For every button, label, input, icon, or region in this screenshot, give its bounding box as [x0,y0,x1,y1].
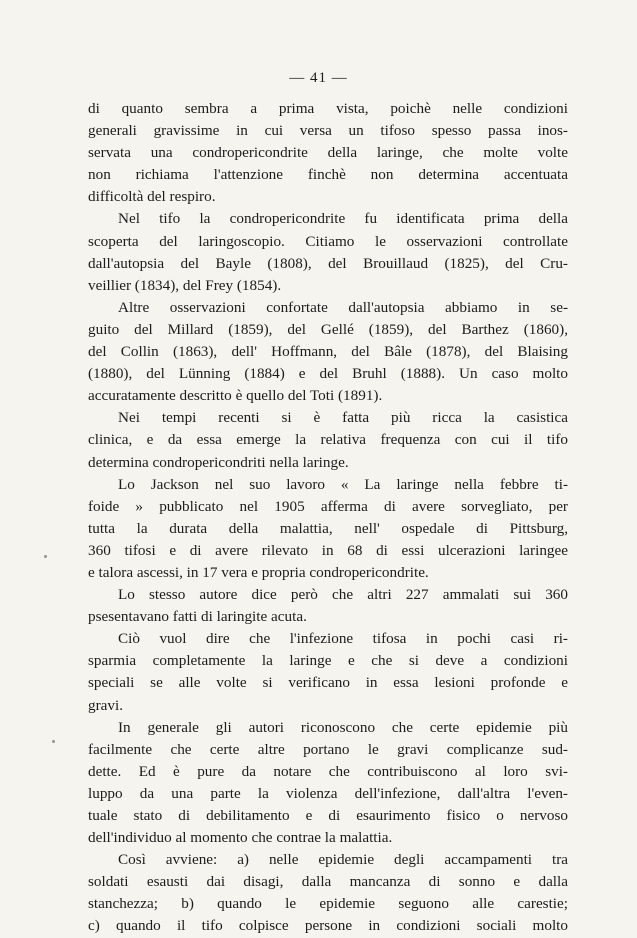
text-line: tuale stato di debilitamento e di esaurimento fisico o nervoso [88,807,568,824]
text-line: clinica, e da essa emerge la relativa frequenza con cui il tifo [88,431,568,449]
text-line: veillier (1834), del Frey (1854). [88,276,282,294]
text-line: foide » pubblicato nel 1905 afferma di avere sorvegliato, per [88,497,568,515]
paragraph [88,474,568,584]
text-line: Ciò vuol dire che l'infezione tifosa in pochi casi ri- [118,630,568,648]
text-line: di quanto sembra a prima vista, poichè nelle condizioni [88,100,568,117]
paper-speck [44,555,47,558]
text-line: accuratamente descritto è quello del Toti (1891). [88,387,383,405]
text-line: Nei tempi recenti si è fatta più ricca la casistica [118,409,568,427]
text-line: Lo stesso autore dice però che altri 227 ammalati sui 360 [118,586,568,604]
text-line: gravi. [88,696,124,714]
paragraph [88,98,568,208]
text-line: Così avviene: a) nelle epidemie degli accampamenti tra [118,851,568,869]
paragraph [88,208,568,296]
paragraph [88,628,568,716]
text-line: difficoltà del respiro. [88,188,216,206]
text-line: tutta la durata della malattia, nell' ospedale di Pittsburg, [88,519,568,537]
text-line: sparmia completamente la laringe e che si deve a condizioni [88,652,568,670]
text-line: Nel tifo la condropericondrite fu identificata prima della [118,210,568,228]
text-line: In generale gli autori riconoscono che certe epidemie più [118,718,568,736]
text-line: 360 tifosi e di avere rilevato in 68 di essi ulcerazioni laringee [88,541,568,559]
text-line: c) quando il tifo colpisce persone in condizioni sociali molto [88,917,568,935]
paragraph [88,584,568,628]
text-line: dell'individuo al momento che contrae la malattia. [88,829,393,847]
text-line: (1880), del Lünning (1884) e del Bruhl (1888). Un caso molto [88,365,568,383]
page-number: — 41 — [289,70,348,86]
text-line: luppo da una parte la violenza dell'infezione, dall'altra l'even- [88,784,568,802]
text-line: servata una condropericondrite della laringe, che molte volte [88,144,568,162]
paper-speck [52,740,55,743]
paragraph [88,297,568,407]
body-text [88,98,568,938]
text-line: guito del Millard (1859), del Gellé (1859), del Barthez (1860), [88,320,568,338]
text-line: psesentavano fatti di laringite acuta. [88,608,307,626]
paragraph [88,407,568,473]
text-line: generali gravissime in cui versa un tifoso spesso passa inos- [88,122,568,140]
text-line: Altre osservazioni confortate dall'autopsia abbiamo in se- [118,298,568,316]
text-line: soldati esausti dai disagi, dalla mancanza di sonno e dalla [88,873,568,891]
text-line: dette. Ed è pure da notare che contribuiscono al loro svi- [88,762,568,780]
paragraph [88,849,568,937]
text-line: del Collin (1863), dell' Hoffmann, del Bâle (1878), del Blaising [88,343,568,361]
text-line: Lo Jackson nel suo lavoro « La laringe nella febbre ti- [118,475,568,493]
text-line: dall'autopsia del Bayle (1808), del Brouillaud (1825), del Cru- [88,254,568,272]
text-line: facilmente che certe altre portano le gravi complicanze sud- [88,740,568,758]
text-line: determina condropericondriti nella laringe. [88,453,349,471]
text-line: non richiama l'attenzione finchè non determina accentuata [88,166,568,184]
text-line: stanchezza; b) quando le epidemie seguono alle carestie; [88,895,568,913]
text-line: scoperta del laringoscopio. Citiamo le osservazioni controllate [88,232,568,250]
text-line: e talora ascessi, in 17 vera e propria condropericondrite. [88,563,429,581]
text-line: speciali se alle volte si verificano in essa lesioni profonde e [88,674,568,692]
paragraph [88,717,568,850]
